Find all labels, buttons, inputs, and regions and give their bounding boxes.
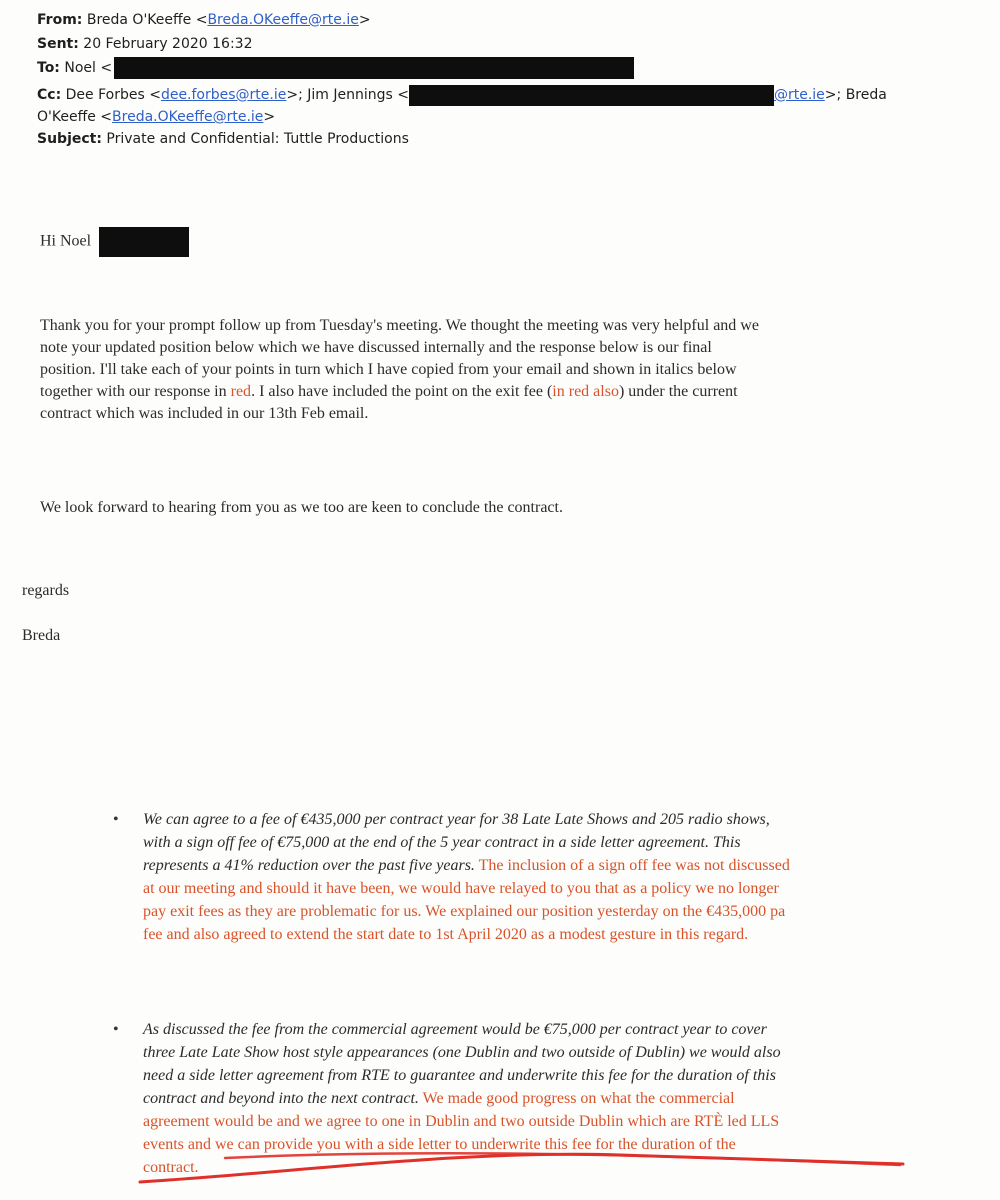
intro-line-4: together with our response in red. I also have included the point on the exit fee (in red also) under the current [40, 383, 738, 400]
closing-paragraph: We look forward to hearing from you as we too are keen to conclude the contract. [40, 499, 563, 516]
greeting-line: Hi Noel [40, 227, 189, 257]
bullet-marker: • [113, 811, 119, 828]
cc-email-link[interactable]: @rte.ie [773, 87, 825, 103]
intro-paragraph: Thank you for your prompt follow up from Tuesday's meeting. We thought the meeting was very helpful and we note your updated position below which we have discussed internally and the response below is our final position. I'll take each of your points in turn which I have copied from your email and shown in italics below together with our response in red. I also have included the point on the exit fee (in red also) under the current contract which was included in our 13th Feb email. [40, 315, 970, 425]
to-line: To: Noel < [37, 57, 634, 79]
from-email-link[interactable]: Breda.OKeeffe@rte.ie [207, 12, 359, 28]
sent-line: Sent: 20 February 2020 16:32 [37, 36, 253, 52]
bullet-marker: • [113, 1021, 119, 1038]
cc-line-continued: O'Keeffe <Breda.OKeeffe@rte.ie> [37, 109, 276, 125]
subject-line: Subject: Private and Confidential: Tuttle Productions [37, 131, 409, 147]
cc-email-link[interactable]: dee.forbes@rte.ie [160, 87, 287, 103]
regards-text: regards [22, 582, 70, 599]
cc-line: Cc: Dee Forbes <dee.forbes@rte.ie>; Jim Jennings < @rte.ie>; Breda [37, 84, 887, 106]
from-line: From: Breda O'Keeffe <Breda.OKeeffe@rte.ie> [37, 12, 371, 28]
bullet-item-commercial: As discussed the fee from the commercial agreement would be €75,000 per contract year to cover three Late Late Show host style appearances (one Dublin and two outside of Dublin) we would also need a side letter agreement from RTE to guarantee and underwrite this fee for the duration of this contract and beyond into the next contract. We made good progress on what the commercial agreement would be and we agree to one in Dublin and two outside Dublin which are RTÈ led LLS events and we can provide you with a side letter to underwrite this fee for the duration of the contract. [143, 1021, 781, 1176]
bullet-item-fee: We can agree to a fee of €435,000 per contract year for 38 Late Late Shows and 205 radio shows, with a sign off fee of €75,000 at the end of the 5 year contract in a side letter agreement. This represents a 41% reduction over the past five years. The inclusion of a sign off fee was not discussed at our meeting and should it have been, we would have relayed to you that as a policy we no longer pay exit fees as they are problematic for us. We explained our position yesterday on the €435,000 pa fee and also agreed to extend the start date to 1st April 2020 as a modest gesture in this regard. [143, 811, 790, 943]
cc-email-link[interactable]: Breda.OKeeffe@rte.ie [112, 109, 264, 125]
signature-name: Breda [22, 627, 61, 644]
